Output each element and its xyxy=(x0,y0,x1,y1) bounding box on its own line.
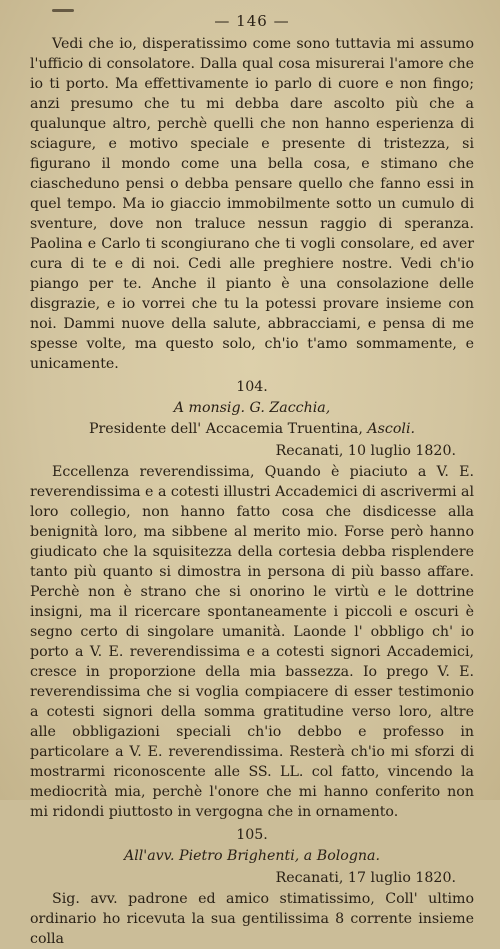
addressee-title-text: Presidente dell' Accacemia Truentina, xyxy=(88,421,368,437)
letter-addressee: All'avv. Pietro Brighenti, a Bologna. xyxy=(123,848,381,864)
letter-number: 104. xyxy=(236,379,268,395)
letter-dateline: Recanati, 10 luglio 1820. xyxy=(275,443,456,459)
continuation-paragraph: Vedi che io, disperatissimo come sono tuttavia mi assumo l'ufficio di consolatore. Dalla qual cosa misurerai l'amore che io ti porto. Ma effettivamente io parlo di cuore e non fingo; anzi presumo che tu mi debba dare ascolto più che a qualunque altro, perchè quelli che non hanno esperienza di sciagure, e motivo speciale e presente di tristezza, si figurano il mondo come una bella cosa, e stimano che ciascheduno pensi o debba pensare quello che fanno essi in quel tempo. Ma io giaccio immobilmente sotto un cumulo di sventure, dove non traluce nessun raggio di speranza. Paolina e Carlo ti scongiurano che ti vogli consolare, ed aver cura di te e di noi. Cedi alle preghiere nostre. Vedi ch'io piango per te. Anche il pianto è una consolazione delle disgrazie, e io vorrei che tu la potessi provare insieme con noi. Dammi nuove della salute, abbracciami, e pensa di me spesse volte, ma questo solo, ch'io t'amo sommamente, e unicamente. xyxy=(30,36,474,372)
letter-number: 105. xyxy=(236,827,268,843)
letter-body: Eccellenza reverendissima, Quando è piaciuto a V. E. reverendissima e a cotesti illustri Accademici di ascrivermi al loro collegio, non hanno fatto cosa che disdicesse alla benignità loro, ma sibbene al merito mio. Forse però hanno giudicato che la squisitezza della cortesia debba risplendere tanto più quanto si dimostra in persona di più basso affare. Perchè non è strano che si onorino le virtù e le dottrine insigni, ma il ricercare spontaneamente i piccoli e oscuri è segno certo di singolare umanità. Laonde l' obbligo ch' io porto a V. E. reverendissima e a cotesti signori Accademici, cresce in proporzione della mia bassezza. Io prego V. E. reverendissima che si voglia compiacere di esser testimonio a cotesti signori della somma gratitudine verso loro, altre alle obbligazioni speciali ch'io debbo e professo in particolare a V. E. reverendissima. Resterà ch'io mi sforzi di mostrarmi riconoscente alle SS. LL. col fatto, vincendo la mediocrità mia, perchè l'onore che mi hanno conferito non mi ridondi piuttosto in vergogna che in ornamento. xyxy=(30,464,474,820)
letter-body: Sig. avv. padrone ed amico stimatissimo, Coll' ultimo ordinario ho ricevuta la sua gentilissima 8 corrente insieme colla xyxy=(30,891,474,947)
letter-addressee-title xyxy=(30,419,474,440)
addressee-place: Ascoli. xyxy=(367,421,415,437)
letter-104 xyxy=(30,376,474,822)
letter-105 xyxy=(30,824,474,949)
page-number: — 146 — xyxy=(214,12,290,30)
ink-mark xyxy=(52,9,74,12)
letter-addressee: A monsig. G. Zacchia, xyxy=(173,400,331,416)
letter-dateline: Recanati, 17 luglio 1820. xyxy=(275,870,456,886)
